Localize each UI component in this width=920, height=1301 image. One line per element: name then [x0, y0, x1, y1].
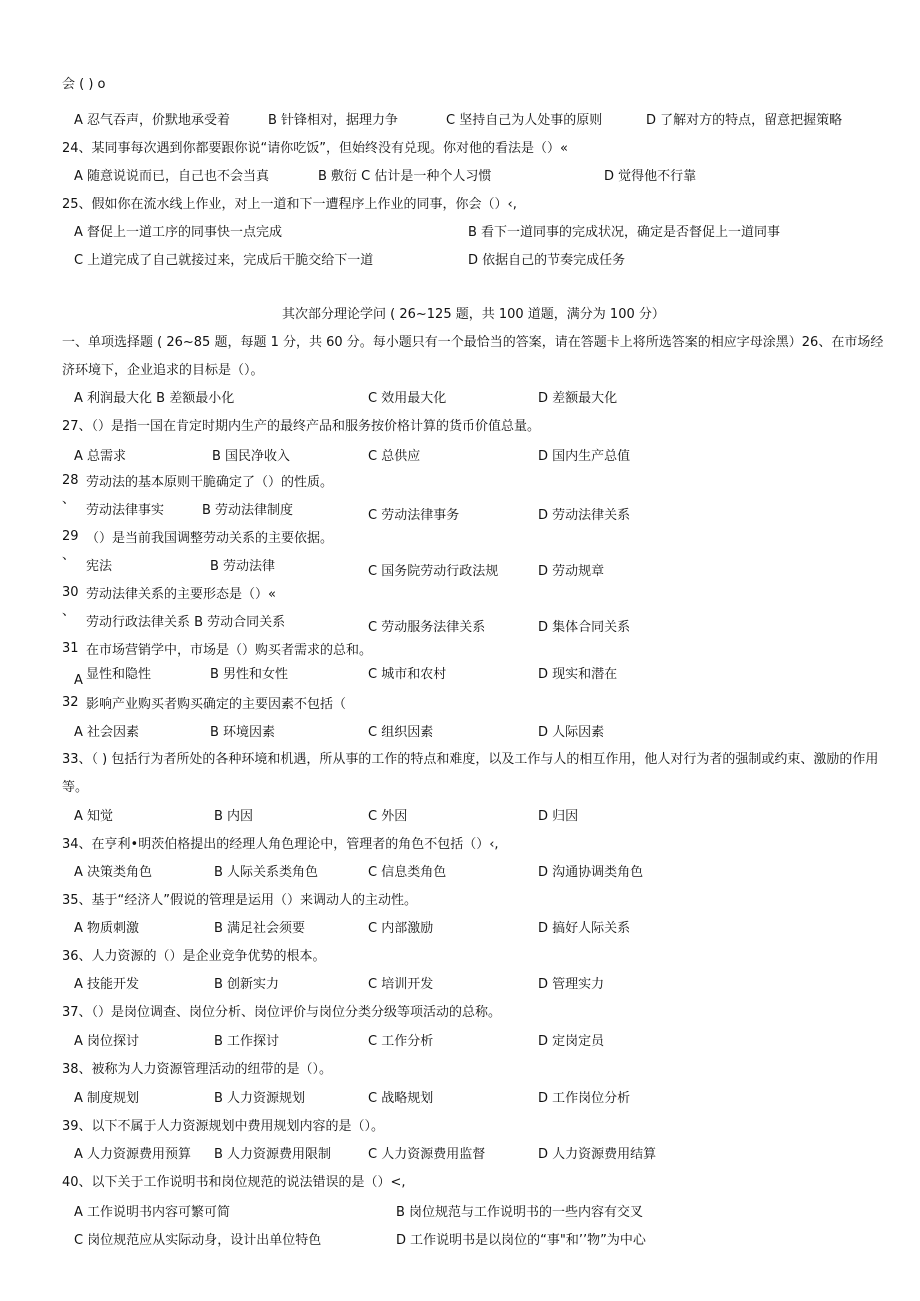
- q34-option-a: A 决策类角色: [74, 865, 153, 880]
- q23-option-c: C 坚持自己为人处事的原则: [446, 113, 603, 128]
- q29-option-a: 宪法: [86, 559, 113, 574]
- q25-option-d: D 依据自己的节奏完成任务: [468, 253, 626, 268]
- q34-option-b: B 人际关系类角色: [214, 865, 319, 880]
- q39-option-c: C 人力资源费用监督: [368, 1147, 486, 1162]
- q28-tick: 、: [62, 492, 76, 507]
- q33-option-b: B 内因: [214, 809, 254, 824]
- q30-option-d: D 集体合同关系: [538, 620, 631, 635]
- q27-option-a: A 总需求: [74, 449, 127, 464]
- q38-option-a: A 制度规划: [74, 1091, 140, 1106]
- q28-number: 28: [62, 473, 79, 488]
- q33-option-c: C 外因: [368, 809, 408, 824]
- q38-option-b: B 人力资源规划: [214, 1091, 306, 1106]
- q35-option-d: D 搞好人际关系: [538, 921, 631, 936]
- q27-option-c: C 总供应: [368, 449, 421, 464]
- q39-option-a: A 人力资源费用预算: [74, 1147, 192, 1162]
- q23-option-b: B 针锋相对，据理力争: [268, 113, 399, 128]
- q40-option-c: C 岗位规范应从实际动身，设计出单位特色: [74, 1233, 322, 1248]
- q37-stem: 37、（）是岗位调查、岗位分析、岗位评价与岗位分类分级等项活动的总称。: [62, 1005, 502, 1020]
- q40-option-a: A 工作说明书内容可繁可简: [74, 1205, 231, 1220]
- part2-title: 其次部分理论学问 ( 26~125 题，共 100 道题，满分为 100 分）: [282, 307, 665, 322]
- q24-option-a: A 随意说说而已，自己也不会当真: [74, 169, 270, 184]
- q40-option-d: D 工作说明书是以岗位的“事"和’’物”为中心: [396, 1233, 646, 1248]
- q23-option-d: D 了解对方的特点，留意把握策略: [646, 113, 843, 128]
- q38-option-d: D 工作岗位分析: [538, 1091, 631, 1106]
- q28-option-c: C 劳动法律事务: [368, 508, 460, 523]
- q40-stem: 40、以下关于工作说明书和岗位规范的说法错误的是（）<,: [62, 1175, 406, 1190]
- q33-stem: 33、（ ) 包括行为者所处的各种环境和机遇，所从事的工作的特点和难度，以及工作与人的相互作用，他人对行为者的强制或约束、激励的作用等。: [62, 752, 879, 795]
- q34-option-d: D 沟通协调类角色: [538, 865, 644, 880]
- q37-option-c: C 工作分析: [368, 1034, 434, 1049]
- q27-option-d: D 国内生产总值: [538, 449, 631, 464]
- q39-stem: 39、以下不属于人力资源规划中费用规划内容的是（）。: [62, 1119, 385, 1134]
- q37-option-b: B 工作探讨: [214, 1034, 280, 1049]
- q26-option-ab: A 利润最大化 B 差额最小化: [74, 391, 235, 406]
- q25-option-a: A 督促上一道工序的同事快一点完成: [74, 225, 283, 240]
- q29-option-c: C 国务院劳动行政法规: [368, 564, 499, 579]
- q36-option-a: A 技能开发: [74, 977, 140, 992]
- q31-option-letter: A: [74, 673, 83, 688]
- q31-stem: 在市场营销学中，市场是（）购买者需求的总和。: [86, 643, 373, 658]
- q29-tick: 、: [62, 548, 76, 563]
- q32-option-c: C 组织因素: [368, 725, 434, 740]
- q36-stem: 36、人力资源的（）是企业竞争优势的根本。: [62, 949, 326, 964]
- q32-option-b: B 环境因素: [210, 725, 276, 740]
- q30-tick: 、: [62, 604, 76, 619]
- q35-stem: 35、基于“经济人”假说的管理是运用（）来调动人的主动性。: [62, 893, 418, 908]
- q40-option-b: B 岗位规范与工作说明书的一些内容有交叉: [396, 1205, 644, 1220]
- q32-option-d: D 人际因素: [538, 725, 605, 740]
- q30-stem: 劳动法律关系的主要形态是（）«: [86, 587, 276, 602]
- q36-option-b: B 创新实力: [214, 977, 280, 992]
- q31-option-a: 显性和隐性: [86, 667, 152, 682]
- q24-option-bc: B 敷衍 C 估计是一种个人习惯: [318, 169, 492, 184]
- q30-option-c: C 劳动服务法律关系: [368, 620, 486, 635]
- q27-option-b: B 国民净收入: [212, 449, 291, 464]
- q24-option-d: D 觉得他不行靠: [604, 169, 697, 184]
- section1-intro: 一、单项选择题 ( 26~85 题，每题 1 分，共 60 分。每小题只有一个最恰当的答案，请在答题卡上将所选答案的相应字母涂黑）26、在市场经济环境下，企业追求的目标是（）。: [62, 335, 884, 378]
- q30-option-ab: 劳动行政法律关系 B 劳动合同关系: [86, 615, 286, 630]
- q30-number: 30: [62, 585, 79, 600]
- q31-option-c: C 城市和农村: [368, 667, 447, 682]
- q35-option-c: C 内部激励: [368, 921, 434, 936]
- q36-option-d: D 管理实力: [538, 977, 605, 992]
- q35-option-a: A 物质刺激: [74, 921, 140, 936]
- q25-option-b: B 看下一道同事的完成状况，确定是否督促上一道同事: [468, 225, 781, 240]
- q39-option-d: D 人力资源费用结算: [538, 1147, 657, 1162]
- q34-option-c: C 信息类角色: [368, 865, 447, 880]
- q23-option-a: A 忍气吞声，价默地承受着: [74, 113, 231, 128]
- q36-option-c: C 培训开发: [368, 977, 434, 992]
- q34-stem: 34、在亨利•明茨伯格提出的经理人角色理论中，管理者的角色不包括（）‹,: [62, 837, 499, 852]
- q29-option-b: B 劳动法律: [210, 559, 276, 574]
- q29-option-d: D 劳动规章: [538, 564, 605, 579]
- q31-option-b: B 男性和女性: [210, 667, 289, 682]
- q26-option-c: C 效用最大化: [368, 391, 447, 406]
- q33-option-a: A 知觉: [74, 809, 114, 824]
- q37-option-d: D 定岗定员: [538, 1034, 605, 1049]
- q29-number: 29: [62, 529, 79, 544]
- q32-number: 32: [62, 695, 79, 710]
- q26-option-d: D 差额最大化: [538, 391, 618, 406]
- q37-option-a: A 岗位探讨: [74, 1034, 140, 1049]
- q23-tail: 会 ( ) o: [62, 77, 106, 92]
- q28-option-a: 劳动法律事实: [86, 503, 165, 518]
- q27-stem: 27、（）是指一国在肯定时期内生产的最终产品和服务按价格计算的货币价值总量。: [62, 419, 541, 434]
- q38-option-c: C 战略规划: [368, 1091, 434, 1106]
- q24-stem: 24、某同事每次遇到你都要跟你说“请你吃饭”，但始终没有兑现。你对他的看法是（）«: [62, 141, 568, 156]
- q28-stem: 劳动法的基本原则干脆确定了（）的性质。: [86, 475, 334, 490]
- q35-option-b: B 满足社会须要: [214, 921, 306, 936]
- q25-stem: 25、假如你在流水线上作业，对上一道和下一遭程序上作业的同事，你会（）‹,: [62, 197, 517, 212]
- q31-number: 31: [62, 641, 79, 656]
- q29-stem: （）是当前我国调整劳动关系的主要依据。: [86, 531, 334, 546]
- q31-option-d: D 现实和潜在: [538, 667, 618, 682]
- q39-option-b: B 人力资源费用限制: [214, 1147, 332, 1162]
- q28-option-b: B 劳动法律制度: [202, 503, 294, 518]
- q32-stem: 影响产业购买者购买确定的主要因素不包括（: [86, 697, 347, 712]
- q33-option-d: D 归因: [538, 809, 579, 824]
- q32-option-a: A 社会因素: [74, 725, 140, 740]
- q28-option-d: D 劳动法律关系: [538, 508, 631, 523]
- q25-option-c: C 上道完成了自己就接过来，完成后干脆交给下一道: [74, 253, 374, 268]
- q38-stem: 38、被称为人力资源管理活动的纽带的是（）。: [62, 1062, 333, 1077]
